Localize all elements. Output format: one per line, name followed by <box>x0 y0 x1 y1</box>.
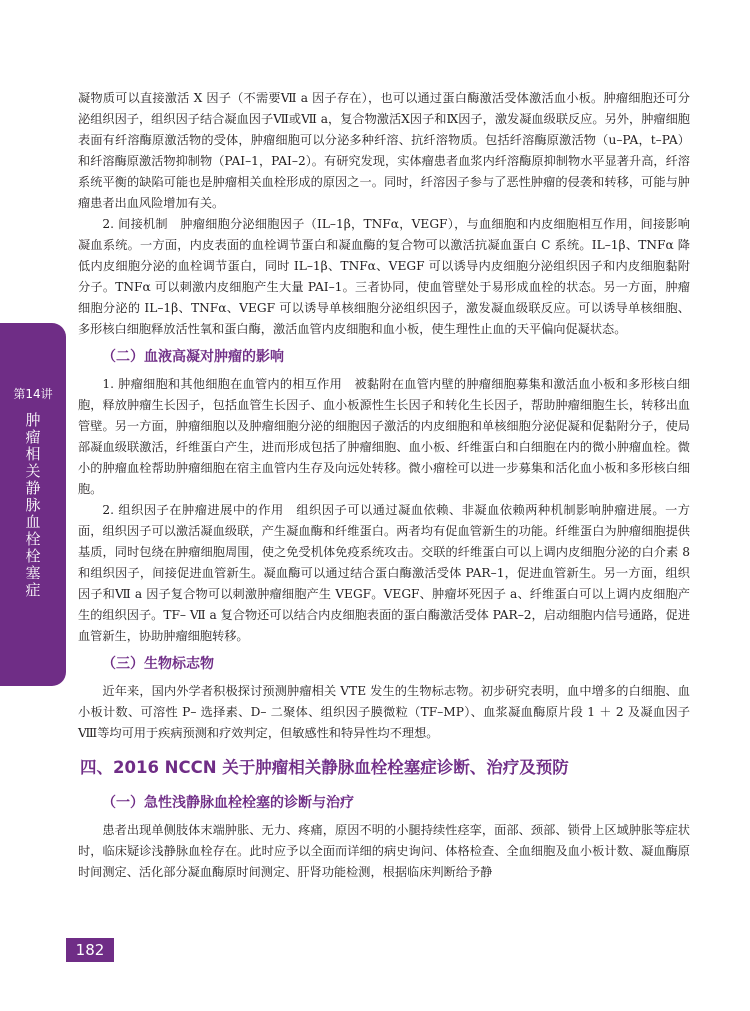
paragraph-biomarkers: 近年来，国内外学者积极探讨预测肿瘤相关 VTE 发生的生物标志物。初步研究表明，血中增多的白细胞、血小板计数、可溶性 P– 选择素、D– 二聚体、组织因子膜微粒（TF–MP）、血浆凝血酶原片段 1 ＋ 2 及凝血因子Ⅷ等均可用于疾病预测和疗效判定，但敏感性和特异性均不理想。 <box>78 684 690 740</box>
paragraph-indirect-mechanism: 2. 间接机制 肿瘤细胞分泌细胞因子（IL–1β，TNFα，VEGF），与血细胞和内皮细胞相互作用，间接影响凝血系统。一方面，内皮表面的血栓调节蛋白和凝血酶的复合物可以激活抗凝血蛋白 C 系统。IL–1β、TNFα 降低内皮细胞分泌的血栓调节蛋白，同时 IL–1β、TNFα、VEGF 可以诱导内皮细胞分泌组织因子和内皮细胞黏附分子。TNFα 可以刺激内皮细胞产生大量 PAI–1。三者协同，使血管壁处于易形成血栓的状态。另一方面，肿瘤细胞分泌的 IL–1β、TNFα、VEGF 可以诱导单核细胞分泌组织因子，激发凝血级联反应。可以诱导单核细胞、多形核白细胞释放活性氧和蛋白酶，激活血管内皮细胞和血小板，使生理性止血的天平偏向促凝状态。 <box>78 217 690 336</box>
paragraph-procoagulant-continued: 凝物质可以直接激活 X 因子（不需要Ⅶ a 因子存在），也可以通过蛋白酶激活受体激活血小板。肿瘤细胞还可分泌组织因子，组织因子结合凝血因子Ⅶ或Ⅶ a，复合物激活Ⅹ因子和Ⅸ因子，激发凝血级联反应。另外，肿瘤细胞表面有纤溶酶原激活物的受体，肿瘤细胞可以分泌多种纤溶、抗纤溶物质。包括纤溶酶原激活物（u–PA，t–PA）和纤溶酶原激活物抑制物（PAI–1，PAI–2）。有研究发现，实体瘤患者血浆内纤溶酶原抑制物水平显著升高，纤溶系统平衡的缺陷可能也是肿瘤相关血栓形成的原因之一。同时，纤溶因子参与了恶性肿瘤的侵袭和转移，可能与肿瘤患者出血风险增加有关。 <box>78 91 690 210</box>
page-number: 182 <box>66 938 114 962</box>
chapter-title-vertical: 肿瘤相关静脉血栓栓塞症 <box>25 411 41 599</box>
paragraph-tissue-factor-role: 2. 组织因子在肿瘤进展中的作用 组织因子可以通过凝血依赖、非凝血依赖两种机制影响肿瘤进展。一方面，组织因子可以激活凝血级联，产生凝血酶和纤维蛋白。两者均有促血管新生的功能。纤维蛋白为肿瘤细胞提供基质，同时包绕在肿瘤细胞周围，使之免受机体免疫系统攻击。交联的纤维蛋白可以上调内皮细胞分泌的白介素 8 和组织因子，间接促进血管新生。凝血酶可以通过结合蛋白酶激活受体 PAR–1，促进血管新生。另一方面，组织因子和Ⅶ a 因子复合物可以刺激肿瘤细胞产生 VEGF。VEGF、肿瘤坏死因子 a、纤维蛋白可以上调内皮细胞产生的组织因子。TF– Ⅶ a 复合物还可以结合内皮细胞表面的蛋白酶激活受体 PAR–2，启动细胞内信号通路，促进血管新生，协助肿瘤细胞转移。 <box>78 503 690 643</box>
paragraph-cell-interaction: 1. 肿瘤细胞和其他细胞在血管内的相互作用 被黏附在血管内壁的肿瘤细胞募集和激活血小板和多形核白细胞，释放肿瘤生长因子，包括血管生长因子、血小板源性生长因子和转化生长因子，帮助肿瘤细胞生长，转移出血管壁。另一方面，肿瘤细胞以及肿瘤细胞分泌的细胞因子激活的内皮细胞和单核细胞分泌促凝和促黏附分子，使局部凝血级联激活，纤维蛋白产生，进而形成包括了肿瘤细胞、血小板、纤维蛋白和白细胞在内的微小肿瘤血栓。微小的肿瘤血栓帮助肿瘤细胞在宿主血管内生存及向远处转移。微小瘤栓可以进一步募集和活化血小板和多形核白细胞。 <box>78 377 690 496</box>
section-heading-nccn: 四、2016 NCCN 关于肿瘤相关静脉血栓栓塞症诊断、治疗及预防 <box>80 758 569 777</box>
page-body <box>78 88 690 883</box>
heading-acute-superficial-thrombosis: （一）急性浅静脉血栓栓塞的诊断与治疗 <box>102 795 354 811</box>
chapter-lecture-number: 第14讲 <box>13 387 53 401</box>
chapter-side-tab <box>0 323 66 686</box>
heading-biomarkers: （三）生物标志物 <box>102 656 214 672</box>
paragraph-superficial-diagnosis: 患者出现单侧肢体末端肿胀、无力、疼痛，原因不明的小腿持续性痉挛，面部、颈部、锁骨上区域肿胀等症状时，临床疑诊浅静脉血栓存在。此时应予以全面而详细的病史询问、体格检查、全血细胞及血小板计数、凝血酶原时间测定、活化部分凝血酶原时间测定、肝肾功能检测，根据临床判断给予静 <box>78 823 690 879</box>
heading-hypercoagulation-effect: （二）血液高凝对肿瘤的影响 <box>102 349 284 365</box>
